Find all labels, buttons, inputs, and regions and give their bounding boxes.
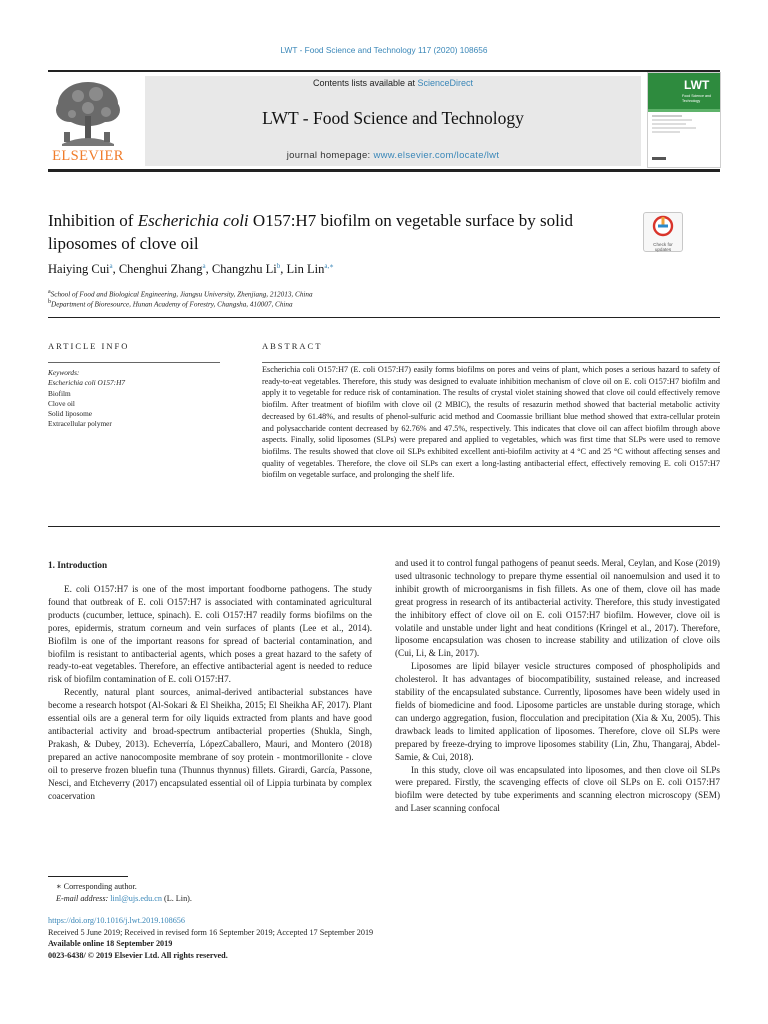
available-online: Available online 18 September 2019 [48, 939, 173, 948]
keyword-item: Escherichia coli O157:H7 [48, 378, 126, 388]
journal-homepage-line [145, 150, 641, 161]
title-part1: Inhibition of [48, 211, 138, 230]
crossmark-line1: Check for [653, 242, 673, 247]
article-title [48, 209, 648, 255]
email-suffix: (L. Lin). [161, 893, 192, 903]
keyword-item: Solid liposome [48, 409, 92, 419]
title-line2: liposomes of clove oil [48, 234, 199, 253]
author-separator: , [205, 262, 212, 277]
doi-link[interactable]: https://doi.org/10.1016/j.lwt.2019.108656 [48, 916, 185, 925]
check-for-updates-button[interactable] [643, 212, 683, 252]
keyword-item: Extracellular polymer [48, 419, 112, 429]
author-name: Chenghui Zhang [118, 262, 203, 277]
author-affiliation-sup[interactable]: b [276, 262, 281, 270]
cover-subtitle: Food Science and Technology [682, 94, 711, 103]
homepage-prefix: journal homepage: [286, 150, 374, 161]
cover-title: LWT [684, 78, 710, 92]
keyword-item: Biofilm [48, 388, 71, 398]
body-paragraph: E. coli O157:H7 is one of the most important foodborne pathogens. The study found that outbreak of E. coli O157:H7 is associated with contaminated agricultural products (cucumber, lettuce, spinach). E. coli O157:H7 readily forms biofilms on the pores, epidermis, stratum corneum and vein surfaces of plants (Lee et al., 2014). Biofilm is one of the important reasons for spread of bacterial contamination, and biofilm is resistant to antibacterial agents, which poses a great hazard to the safety of ready-to-eat vegetables. Therefore, an effective antibacterial agent is needed to reduce risk of biofilm contamination of E. coli O157:H7. [48, 584, 372, 685]
email-line [56, 893, 192, 905]
body-paragraph: Liposomes are lipid bilayer vesicle structures composed of phospholipids and cholesterol. It has advantages of biocompatibility, sustained release, and increased stability of the encapsulated substance. Currently, liposomes have been widely used in fields of biomedicine and food. Liposome particles are unstable during storage, which can undergo aggregation, fusion, flocculation and precipitation (Xia & Xu, 2005). This drawback leads to limited application of liposomes. Therefore, clove oil SLPs were prepared by freeze-drying to improve liposomes stability (Lin, Zhu, Thangaraj, Abdel-Samie, & Cui, 2018). [395, 661, 720, 762]
affiliation-a [48, 289, 313, 298]
affiliation-text: Department of Bioresource, Hunan Academy of Forestry, Changsha, 410007, China [51, 300, 293, 309]
header-top-rule [48, 70, 720, 72]
abstract-heading: ABSTRACT [262, 341, 323, 351]
title-species: Escherichia coli [137, 211, 249, 230]
affiliation-sup: b [48, 299, 51, 305]
article-info-rule [48, 362, 220, 363]
journal-name: LWT - Food Science and Technology [262, 108, 524, 128]
affiliation-text: School of Food and Biological Engineering, Jiangsu University, Zhenjiang, 212013, China [50, 290, 313, 299]
article-info-heading: ARTICLE INFO [48, 341, 130, 351]
email-label: E-mail address: [56, 893, 111, 903]
body-column-right [395, 557, 720, 815]
article-history [48, 915, 373, 961]
body-paragraph: and used it to control fungal pathogens of peanut seeds. Meral, Ceylan, and Kose (2019) used ultrasonic technology to prepare thyme essential oil nanoemulsion and used it to inhibit growth of microorganisms in fish fillets. As one of them, clove oil has made great progress in research of its antibacterial activity. Therefore, this study investigated the inhibitory effect of clove oil on E. coli O157:H7 biofilm. However, clove oil is volatile and unstable under light and heat conditions (Kringel et al., 2017). Therefore, liposome encapsulation was chosen to increase stability and utilization of clove oils (Cui, Li, & Lin, 2017). [395, 558, 720, 659]
affiliation-rule [48, 317, 720, 318]
sciencedirect-link[interactable]: ScienceDirect [417, 78, 474, 88]
author-email-link[interactable]: linl@ujs.edu.cn [110, 893, 162, 903]
corresponding-author-label: ∗ Corresponding author. [56, 882, 137, 891]
crossmark-icon [644, 213, 682, 237]
footnote-rule [48, 876, 128, 877]
header-bottom-rule [48, 169, 720, 172]
journal-homepage-link[interactable]: www.elsevier.com/locate/lwt [373, 150, 500, 161]
keywords-list [48, 368, 125, 430]
author-affiliation-sup[interactable]: a [202, 262, 206, 270]
author-separator: , [280, 262, 287, 277]
abstract-bottom-rule [48, 526, 720, 527]
body-paragraph: Recently, natural plant sources, animal-derived antibacterial substances have become a research hotspot (Al-Sokari & El Sheikha, 2015; El Sheikha AF, 2017). Plant essential oils are a general term for oily liquids extracted from plants and have good antibacterial activity and broad-spectrum antibacterial properties (Shukla, Singh, Prakash, & Dubey, 2013). Echeverría, LópezCaballero, Mauri, and Montero (2018) prepared an active nanocomposite membrane of soy protein - montmorillonite - clove oil to preserve frozen bluefin tuna (Thunnus thynnus) fillets. Girardi, García, Passone, Nesci, and Etcheverry (2017) encapsulated essential oil of Lippia turbinata by complex coacervation [48, 687, 372, 801]
copyright-line: 0023-6438/ © 2019 Elsevier Ltd. All rights reserved. [48, 950, 228, 960]
contents-prefix: Contents lists available at [312, 78, 418, 88]
abstract-rule [262, 362, 720, 363]
journal-cover-image [647, 72, 721, 168]
author-list [48, 262, 648, 277]
title-part2: O157:H7 biofilm on vegetable surface by solid [248, 211, 574, 230]
elsevier-wordmark: ELSEVIER [52, 148, 124, 164]
author-affiliation-sup[interactable]: a [109, 262, 113, 270]
journal-citation-link[interactable]: LWT - Food Science and Technology 117 (2020) 108656 [280, 45, 488, 55]
author-name: Haiying Cui [48, 262, 110, 277]
keyword-item: Clove oil [48, 398, 75, 408]
contents-available-line [145, 78, 641, 88]
author-separator: , [112, 262, 119, 277]
author-affiliation-sup[interactable]: a,∗ [324, 262, 334, 270]
abstract-text: Escherichia coli O157:H7 (E. coli O157:H7) easily forms biofilms on pores and veins of plant, which poses a serious hazard to safety of ready-to-eat vegetables. Therefore, this study was designed to evaluate inhibition mechanism of clove oil on E. coli O157:H7 biofilm and apply it to vegetable for reduce risk of contamination. The results of crystal violet staining showed that clove oil could effectively remove biofilm. After treatment of biofilm with clove oil (2 MBIC), the results of resazurin method showed that bacterial metabolic activity decreased by 61.48%, and results of phenol-sulfuric acid method and Coomassie brilliant blue method showed that extra-cellular protein and polysaccharide content decreased by 62.76% and 47.5%, respectively. This indicates that clove oil can affect biofilm through above aspects. Finally, solid liposomes (SLPs) were prepared and applied to vegetables, which was first time that SLPs were used to remove biofilms. The results showed that clove oil SLPs exhibited excellent anti-biofilm activity at 4 °C and 25 °C without affecting senses and quality of vegetables. Therefore, the clove oil SLPs can exert a long-lasting antibacterial effect, effectively removing E. coli O157:H7 biofilm on vegetable surface, and prolonging the shelf life. [262, 365, 720, 480]
affiliation-sup: a [48, 289, 51, 295]
body-column-left [48, 583, 372, 802]
corresponding-author-footnote [56, 881, 192, 904]
body-paragraph: In this study, clove oil was encapsulated into liposomes, and then clove oil SLPs were prepared. Firstly, the scavenging effects of clove oil SLPs on E. coli O157:H7 biofilm were detected by tube experiments and scanning electron microscopy (SEM) and Laser scanning confocal [395, 764, 720, 814]
affiliation-b [48, 299, 293, 308]
keywords-label: Keywords: [48, 368, 80, 377]
author-name: Lin Lin [286, 262, 325, 277]
section-heading-introduction: 1. Introduction [48, 560, 108, 570]
received-dates: Received 5 June 2019; Received in revised form 16 September 2019; Accepted 17 September 2019 [48, 927, 374, 937]
author-name: Changzhu Li [211, 262, 277, 277]
crossmark-line2: updates [654, 247, 672, 252]
